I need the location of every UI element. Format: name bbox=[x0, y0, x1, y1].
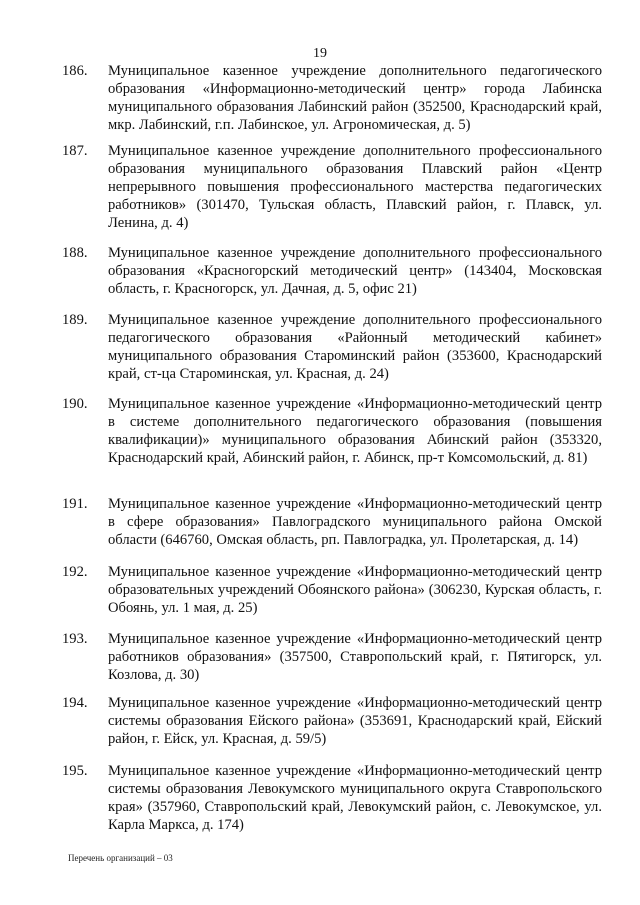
item-number: 195. bbox=[62, 763, 88, 779]
item-text: Муниципальное казенное учреждение дополнительного профессионального педагогического образования «Районный методический кабинет» муниципального образования Староминский район (353600, Краснодарский край, ст-ца Староминская, ул. Красная, д. 24) bbox=[108, 312, 602, 382]
item-number: 189. bbox=[62, 312, 88, 328]
page-number: 19 bbox=[313, 46, 327, 61]
item-text: Муниципальное казенное учреждение «Информационно-методический центр системы образования Левокумского муниципального округа Ставропольского края» (357960, Ставропольский край, Левокумский район, с. Левокумское, ул. Карла Маркса, д. 174) bbox=[108, 763, 602, 833]
item-text: Муниципальное казенное учреждение «Информационно-методический центр образовательных учреждений Обоянского района» (306230, Курская область, г. Обоянь, ул. 1 мая, д. 25) bbox=[108, 564, 602, 616]
item-number: 191. bbox=[62, 496, 88, 512]
item-text: Муниципальное казенное учреждение «Информационно-методический центр в системе дополнительного педагогического образования (повышения квалификации)» муниципального образования Абинский район (353320, Краснодарский край, Абинский район, г. Абинск, пр-т Комсомольский, д. 81) bbox=[108, 396, 602, 466]
list-item bbox=[62, 495, 602, 563]
item-text: Муниципальное казенное учреждение «Информационно-методический центр в сфере образования» Павлоградского муниципального района Омской области (646760, Омская область, рп. Павлоградка, ул. Пролетарская, д. 14) bbox=[108, 496, 602, 548]
item-number: 193. bbox=[62, 631, 88, 647]
item-number: 192. bbox=[62, 564, 88, 580]
item-text: Муниципальное казенное учреждение «Информационно-методический центр системы образования Ейского района» (353691, Краснодарский край, Ейский район, г. Ейск, ул. Красная, д. 59/5) bbox=[108, 695, 602, 747]
item-text: Муниципальное казенное учреждение дополнительного педагогического образования «Информационно-методический центр» города Лабинска муниципального образования Лабинский район (352500, Краснодарский край, мкр. Лабинский, г.п. Лабинское, ул. Агрономическая, д. 5) bbox=[108, 63, 602, 133]
list-item bbox=[62, 563, 602, 630]
item-number: 188. bbox=[62, 245, 88, 261]
item-number: 187. bbox=[62, 143, 88, 159]
list-item bbox=[62, 62, 602, 142]
list-item bbox=[62, 630, 602, 694]
list-item bbox=[62, 142, 602, 244]
list-item bbox=[62, 694, 602, 762]
footer-note: Перечень организаций – 03 bbox=[68, 853, 173, 863]
item-number: 194. bbox=[62, 695, 88, 711]
item-number: 186. bbox=[62, 63, 88, 79]
list-item bbox=[62, 244, 602, 311]
item-number: 190. bbox=[62, 396, 88, 412]
item-text: Муниципальное казенное учреждение дополнительного профессионального образования «Красногорский методический центр» (143404, Московская область, г. Красногорск, ул. Дачная, д. 5, офис 21) bbox=[108, 245, 602, 297]
item-text: Муниципальное казенное учреждение дополнительного профессионального образования муниципального образования Плавский район «Центр непрерывного повышения профессионального мастерства педагогических работников» (301470, Тульская область, Плавский район, г. Плавск, ул. Ленина, д. 4) bbox=[108, 143, 602, 231]
list-item bbox=[62, 762, 602, 834]
list-item bbox=[62, 395, 602, 495]
list-item bbox=[62, 311, 602, 395]
organization-list bbox=[62, 62, 602, 834]
item-text: Муниципальное казенное учреждение «Информационно-методический центр работников образования» (357500, Ставропольский край, г. Пятигорск, ул. Козлова, д. 30) bbox=[108, 631, 602, 683]
